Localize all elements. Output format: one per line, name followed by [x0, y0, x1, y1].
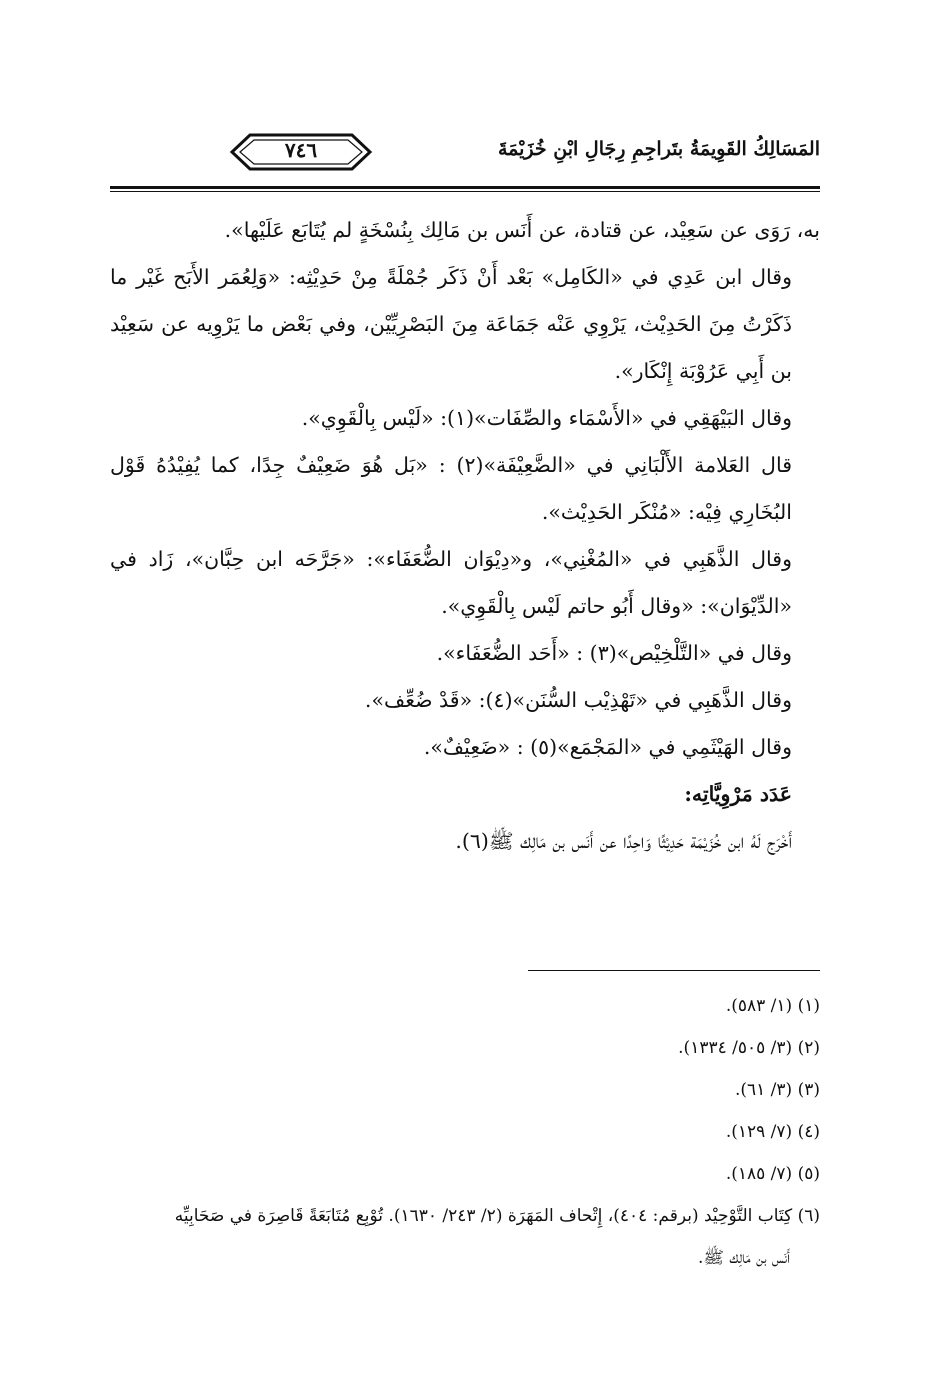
footnote-6-continuation: أَنَس بن مَالِك ﷺ.	[698, 1248, 790, 1268]
footnote-6: (٦) كِتَاب التَّوْحِيْد (برقم: ٤٠٤)، إِتْحاف المَهَرَة (٢/ ٢٤٣/ ١٦٣٠). تُوْبِع مُتَابَعَةً قَاصِرَة في صَحَابِيِّه	[174, 1206, 820, 1226]
footnote-1: (١) (١/ ٥٨٣).	[725, 996, 820, 1016]
footnote-4: (٤) (٧/ ١٢٩).	[725, 1122, 820, 1142]
running-title: المَسَالِكُ القَوِيمَةُ بتَراجِمِ رِجَالِ ابْنِ خُزَيْمَةَ	[497, 138, 820, 160]
header-rule-thin	[110, 191, 820, 192]
footnote-separator	[528, 970, 820, 971]
paragraph-5: وقال الذَّهَبِي في «المُغْنِي»، و«دِيْوَان الضُّعَفَاء»: «جَرَّحَه ابن حِبَّان»، زَاد في «الدِّيْوَان»: «وقال أَبُو حاتم لَيْس بِالْقَوِي».	[110, 547, 792, 618]
paragraph-4: قال العَلامة الأَلْبَانِي في «الضَّعِيْفَة»(٢) : «بَل هُوَ ضَعِيْفٌ جِدًا، كما يُفِيْدُهُ قَوْل البُخَارِي فِيْه: «مُنْكَر الحَدِيْث».	[110, 453, 793, 524]
paragraph-6: وقال في «التَّلْخِيْص»(٣) : «أَحَد الضُّعَفَاء».	[436, 641, 792, 665]
main-text	[110, 207, 820, 865]
paragraph-7: وقال الذَّهَبِي في «تَهْذِيْب السُّنَن»(٤): «قَدْ ضُعِّف».	[364, 688, 792, 712]
footnote-3: (٣) (٣/ ٦١).	[734, 1080, 820, 1100]
paragraph-1: به، رَوَى عن سَعِيْد، عن قتادة، عن أَنَس بن مَالِك بِنُسْخَةٍ لم يُتَابَع عَلَيْها».	[224, 218, 820, 242]
footnotes	[110, 985, 820, 1279]
header-rule	[110, 186, 820, 189]
footnote-5: (٥) (٧/ ١٨٥).	[725, 1164, 820, 1184]
section-heading: عَدَد مَرْوِيَّاتِه:	[684, 782, 792, 806]
paragraph-2: وقال ابن عَدِي في «الكَامِل» بَعْد أَنْ ذَكَر جُمْلَةً مِنْ حَدِيْثِه: «وَلِعُمَر الأَبَح غَيْر ما ذَكَرْتُ مِنَ الحَدِيْث، يَرْوِي عَنْه جَمَاعَة مِنَ البَصْرِيِّيْن، وفي بَعْض ما يَرْوِيه عن سَعِيْد بن أَبِي عَرُوْبَة إِنْكَار».	[110, 265, 792, 383]
paragraph-3: وقال البَيْهَقِي في «الأَسْمَاء والصِّفَات»(١): «لَيْس بِالْقَوِي».	[301, 406, 792, 430]
paragraph-8: وقال الهَيْثَمِي في «المَجْمَع»(٥) : «ضَعِيْفٌ».	[423, 735, 792, 759]
footnote-2: (٢) (٣/ ٥٠٥/ ١٣٣٤).	[678, 1038, 820, 1058]
paragraph-9: أَخْرَج لَهُ ابن خُزَيْمَة حَدِيْثًا وَاحِدًا عن أَنَس بن مَالِك ﷺ(٦).	[455, 829, 792, 853]
page-number-badge	[228, 130, 374, 174]
page-number: ٧٤٦	[284, 138, 318, 162]
page-header	[110, 130, 820, 186]
